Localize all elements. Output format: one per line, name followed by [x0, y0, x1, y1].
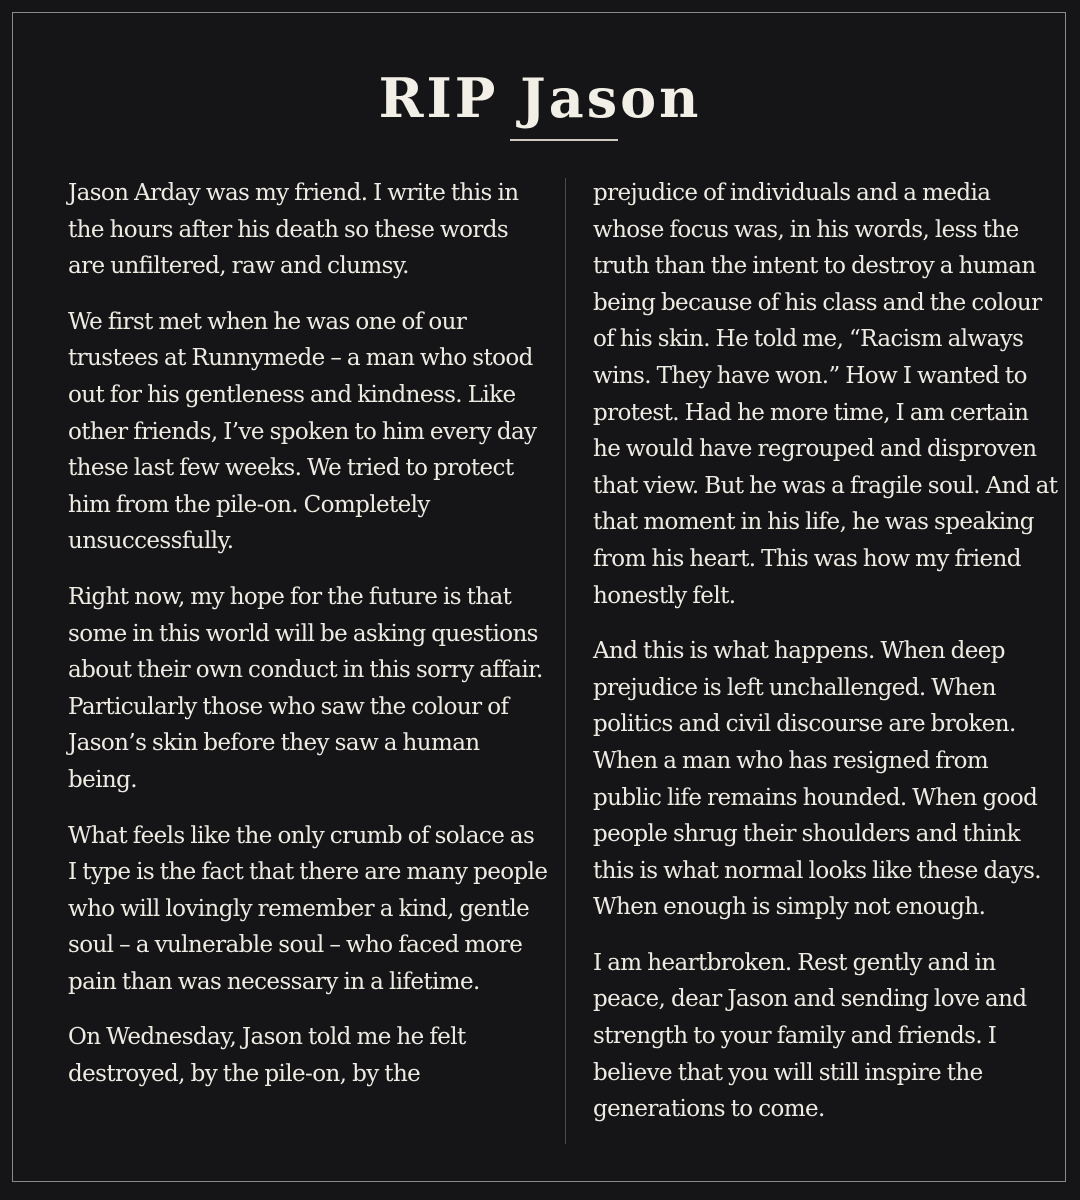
- paragraph: What feels like the only crumb of solace as I type is the fact that there are many people who will lovingly remember a kind, gentle soul – a vulnerable soul – who faced more pain than was necessary in a lifetime.: [68, 822, 548, 995]
- right-column: [593, 175, 1058, 1147]
- page-title: RIP Jason: [378, 66, 702, 130]
- paragraph: prejudice of individuals and a media whose focus was, in his words, less the truth than the intent to destroy a human being because of his class and the colour of his skin. He told me, “Racism always wins. They have won.” How I wanted to protest. Had he more time, I am certain he would have regrouped and disproven that view. But he was a fragile soul. And at that moment in his life, he was speaking from his heart. This was how my friend honestly felt.: [593, 180, 1058, 609]
- paragraph: Jason Arday was my friend. I write this in the hours after his death so these words are unfiltered, raw and clumsy.: [68, 180, 519, 280]
- paragraph: I am heartbroken. Rest gently and in peace, dear Jason and sending love and strength to your family and friends. I believe that you will still inspire the generations to come.: [593, 949, 1027, 1123]
- paragraph: On Wednesday, Jason told me he felt destroyed, by the pile-on, by the: [68, 1024, 466, 1088]
- paragraph: We first met when he was one of our trustees at Runnymede – a man who stood out for his gentleness and kindness. Like other friends, I’ve spoken to him every day these last few weeks. We tried to protect him from the pile-on. Completely unsuccessfully.: [68, 308, 537, 555]
- paragraph: Right now, my hope for the future is that some in this world will be asking questions about their own conduct in this sorry affair. Particularly those who saw the colour of Jason’s skin before they saw a human being.: [68, 583, 543, 793]
- title-underline: [510, 139, 618, 141]
- left-column: [68, 175, 548, 1112]
- paragraph: And this is what happens. When deep prejudice is left unchallenged. When politics and civil discourse are broken. When a man who has resigned from public life remains hounded. When good people shrug their shoulders and think this is what normal looks like these days. When enough is simply not enough.: [593, 638, 1042, 921]
- column-divider: [565, 178, 566, 1144]
